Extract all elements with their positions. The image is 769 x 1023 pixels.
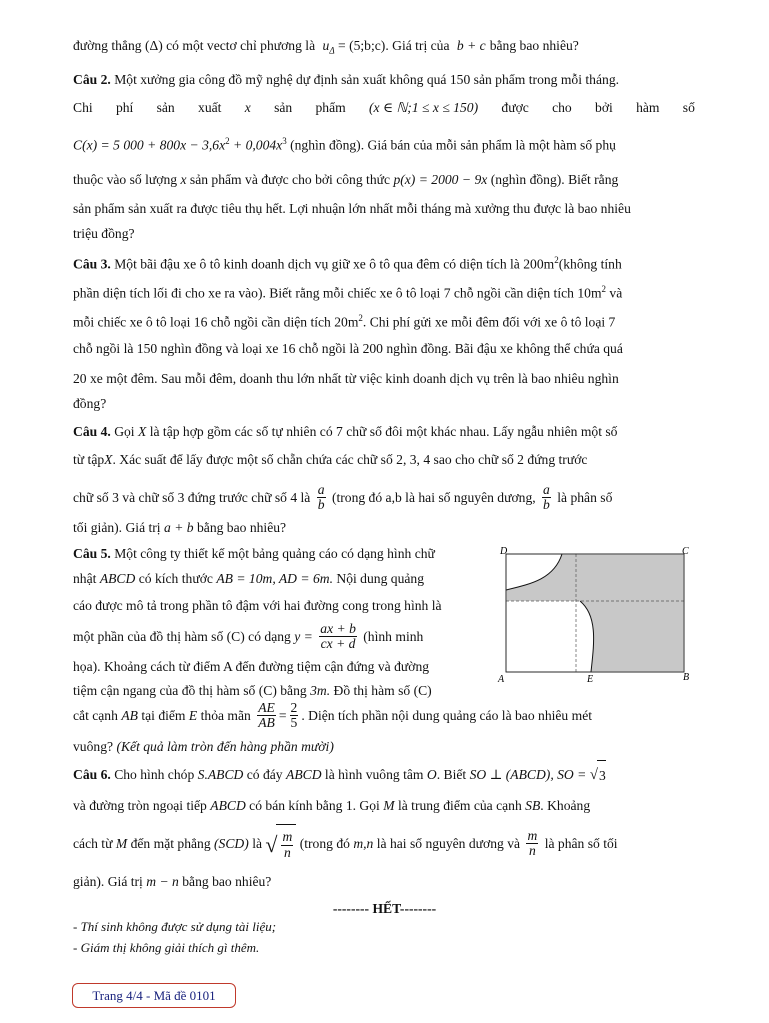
dimensions: AB = 10m, AD = 6m. <box>216 571 333 586</box>
billboard-figure <box>496 544 696 684</box>
word: phẩm <box>315 100 346 115</box>
q3-line-6 <box>73 396 106 412</box>
label-e: E <box>587 674 594 684</box>
var: M <box>115 836 128 851</box>
question-label: Câu 4. <box>73 424 111 439</box>
text: tối giản). Giá trị <box>73 520 161 535</box>
text: vuông? <box>73 739 114 754</box>
text: . Biết <box>436 767 467 782</box>
text: là hai số nguyên dương và <box>376 836 521 851</box>
formula-cost: C(x) = 5 000 + 800x − 3,6x <box>73 137 226 153</box>
text: một phần của đồ thị hàm số (C) có dạng <box>73 629 291 644</box>
q5-line-6 <box>73 683 432 699</box>
q4-line-1 <box>73 424 617 440</box>
label-b: B <box>683 672 690 683</box>
note-2: - Giám thị không giải thích gì thêm. <box>73 940 260 955</box>
word: Chi <box>73 100 93 115</box>
var: y = <box>294 629 313 644</box>
text: là tập hợp gồm các số tự nhiên có 7 chữ số đôi một khác nhau. Lấy ngẫu nhiên một số <box>149 424 618 439</box>
text: (nghìn đồng). Giá bán của mỗi sản phẩm là một hàm số phụ <box>286 137 616 153</box>
text: Một xưởng gia công đồ mỹ nghệ dự định sản xuất không quá 150 sản phẩm trong mỗi tháng. <box>114 72 620 87</box>
rounding-note: (Kết quả làm tròn đến hàng phần mười) <box>116 739 334 754</box>
text: là phân số <box>557 490 613 505</box>
text: cách từ <box>73 836 113 851</box>
text: sản phẩm sản xuất ra được tiêu thụ hết. Lợi nhuận lớn nhất mỗi tháng mà xưởng thu được là bao nhiêu <box>73 201 631 216</box>
text: tiệm cận ngang của đồ thị hàm số (C) bằng <box>73 683 307 698</box>
fraction-ae-ab: $\frac{AE}{AB}$ <box>258 700 275 731</box>
q3-line-4 <box>73 341 623 357</box>
word: hàm <box>636 100 660 115</box>
var: AB <box>121 708 138 723</box>
text: , SO = <box>550 767 587 782</box>
text: đường thẳng (Δ) có một vectơ chỉ phương là <box>73 38 316 53</box>
text: (không tính <box>558 256 622 272</box>
text: Một bãi đậu xe ô tô kinh doanh dịch vụ giữ xe ô tô qua đêm có diện tích là <box>114 256 520 272</box>
text: Đồ thị hàm số (C) <box>333 683 432 698</box>
word: phí <box>115 100 134 115</box>
question-label: Câu 3. <box>73 256 111 272</box>
q5-line-1 <box>73 546 435 562</box>
vector-u: $u_\Delta$ <box>322 38 335 56</box>
text: Một công ty thiết kế một bảng quảng cáo có dạng hình chữ <box>114 546 435 561</box>
note-1: - Thí sinh không được sử dụng tài liệu; <box>73 919 277 934</box>
text: đến mặt phẳng <box>130 836 211 851</box>
q5-line-2 <box>73 571 424 587</box>
label-d: D <box>500 546 508 557</box>
q2-line-2 <box>73 100 695 116</box>
value: 200m <box>523 256 555 272</box>
equals: = <box>278 708 287 723</box>
var: X <box>104 452 113 467</box>
q1-tail-line <box>73 38 579 56</box>
sqrt-three: √ 3 <box>590 760 606 791</box>
text: thuộc vào số lượng <box>73 172 178 187</box>
text: 20 xe một đêm. Sau mỗi đêm, doanh thu lớn nhất từ việc kinh doanh dịch vụ trên là bao nhiêu nghìn <box>73 371 619 386</box>
text: triệu đồng? <box>73 226 135 241</box>
text: Gọi <box>114 424 135 439</box>
text: sản phẩm và được cho bởi công thức <box>189 172 391 187</box>
value: 10m <box>577 285 602 301</box>
q5-line-3 <box>73 598 442 614</box>
end-separator: -------- HẾT-------- <box>332 901 437 916</box>
value: 3m. <box>310 683 331 698</box>
var: m,n <box>353 836 374 851</box>
text: thỏa mãn <box>200 708 251 723</box>
var: ABCD <box>210 798 246 813</box>
question-label: Câu 2. <box>73 72 111 87</box>
q5-line-4 <box>73 620 423 654</box>
page-footer-badge: Trang 4/4 - Mã đề 0101 <box>72 983 236 1008</box>
text: bằng bao nhiêu? <box>182 874 272 889</box>
fraction-m-n: $\frac{m}{n}$ <box>527 828 538 859</box>
q5-line-5 <box>73 659 429 675</box>
text: là <box>252 836 262 851</box>
text: . Diện tích phần nội dung quảng cáo là bao nhiêu mét <box>301 708 593 723</box>
q4-line-3 <box>73 481 612 515</box>
text: là hình vuông tâm <box>324 767 424 782</box>
text: nhật <box>73 571 97 586</box>
label-a: A <box>498 674 505 684</box>
text: (nghìn đồng). Biết rằng <box>490 172 619 187</box>
expr: a + b <box>164 520 194 535</box>
word: số <box>682 100 695 115</box>
var: SB <box>525 798 541 813</box>
text: (trong đó a,b là hai số nguyên dương, <box>331 490 536 505</box>
text: có bán kính bằng 1. Gọi <box>249 798 380 813</box>
text: Nội dung quảng <box>336 571 424 586</box>
fraction-a-b: $\frac{a}{b}$ <box>317 482 325 513</box>
q5-line-8 <box>73 739 334 755</box>
value: 20m <box>334 314 359 330</box>
var: x <box>180 172 187 187</box>
perpendicular-expr: SO ⊥ (ABCD) <box>469 767 551 782</box>
text: và <box>609 285 623 301</box>
q3-line-5 <box>73 371 619 387</box>
text: . Giá trị của <box>385 38 450 53</box>
text: cắt cạnh <box>73 708 118 723</box>
q2-line-3: C(x) = 5 $000 + 800x - 3,6x^2 + 0,004x^3$ (nghìn đồng). Giá bán của mỗi sản phẩm là một hàm số phụ <box>73 136 616 153</box>
q3-line-3: mỗi chiếc xe ô tô loại 16 chỗ ngồi cần diện tích $20m^2$. Chi phí gửi xe mỗi đêm đối với xe ô tô loại 7 <box>73 313 616 330</box>
q6-line-2 <box>73 798 590 814</box>
text: là phân số tối <box>544 836 618 851</box>
var: ABCD <box>286 767 322 782</box>
text: chữ số 3 và chữ số 3 đứng trước chữ số 4 là <box>73 490 311 505</box>
text: cáo được mô tả trong phần tô đậm với hai đường cong trong hình là <box>73 598 442 613</box>
expr: b + c <box>456 38 486 53</box>
word: cho <box>552 100 572 115</box>
text: . Khoảng <box>540 798 591 813</box>
text: từ tập <box>73 452 105 467</box>
question-label: Câu 6. <box>73 767 111 782</box>
word: sản <box>274 100 293 115</box>
sqrt-m-over-n: √ $\frac{m}{n}$ <box>265 824 296 865</box>
word: (x ∈ ℕ;1 ≤ x ≤ 150) <box>369 100 479 115</box>
text: (trong đó <box>299 836 350 851</box>
q3-line-1: Câu 3. Một bãi đậu xe ô tô kinh doanh dịch vụ giữ xe ô tô qua đêm có diện tích là $200m^2(không$ tính <box>73 255 622 272</box>
q4-line-2 <box>73 452 587 468</box>
text: tại điểm <box>141 708 186 723</box>
text: bằng bao nhiêu? <box>196 520 287 535</box>
text: có đáy <box>246 767 283 782</box>
text: Cho hình chóp <box>114 767 195 782</box>
plane: (SCD) <box>214 836 249 851</box>
word: bởi <box>595 100 613 115</box>
var: ABCD <box>99 571 136 586</box>
word: x <box>244 100 251 115</box>
var: S.ABCD <box>197 767 244 782</box>
q5-line-7 <box>73 699 592 733</box>
word: sản <box>156 100 175 115</box>
q2-line-4 <box>73 172 618 188</box>
question-label: Câu 5. <box>73 546 111 561</box>
q2-line-6 <box>73 226 135 242</box>
label-c: C <box>682 546 689 557</box>
text: là trung điểm của cạnh <box>397 798 522 813</box>
text: . Chi phí gửi xe mỗi đêm đối với xe ô tô loại 7 <box>362 314 616 330</box>
var: M <box>383 798 395 813</box>
q6-line-1 <box>73 760 606 791</box>
text: chỗ ngồi là 150 nghìn đồng và loại xe 16 chỗ ngồi là 200 nghìn đồng. Bãi đậu xe không thể chứa quá <box>73 341 623 356</box>
var: O <box>426 767 437 782</box>
word: xuất <box>198 100 222 115</box>
q6-line-4 <box>73 874 271 890</box>
text: họa). Khoảng cách từ điểm A đến đường tiệm cận đứng và đường <box>73 659 430 674</box>
q4-line-4 <box>73 520 286 536</box>
q3-line-2: phần diện tích lối đi cho xe ra vào). Biết rằng mỗi chiếc xe ô tô loại 7 chỗ ngồi cần diện tích $10m^2$ và <box>73 284 623 301</box>
text: mỗi chiếc xe ô tô loại 16 chỗ ngồi cần diện tích <box>73 314 331 330</box>
text: và đường tròn ngoại tiếp <box>73 798 207 813</box>
shaded-region-bottom <box>580 601 684 672</box>
formula-price: p(x) = 2000 − 9x <box>393 172 488 187</box>
var: X <box>137 424 147 439</box>
word: được <box>501 100 529 115</box>
text: giản). Giá trị <box>73 874 143 889</box>
expr: m − n <box>146 874 179 889</box>
text: bằng bao nhiêu? <box>489 38 579 53</box>
var: E <box>188 708 198 723</box>
text: . Xác suất để lấy được một số chẵn chứa các chữ số 2, 3, 4 sao cho chữ số 2 đứng trước <box>112 452 588 467</box>
fraction-a-b-2: $\frac{a}{b}$ <box>543 482 550 513</box>
vector-value: = (5;b;c) <box>338 38 386 53</box>
q2-line-1 <box>73 72 619 88</box>
fraction-two-fifths: $\frac{2}{5}$ <box>290 700 298 731</box>
fraction-function: $\frac{ax + b}{cx + d}$ <box>320 621 356 652</box>
text: đồng? <box>73 396 107 411</box>
text: (hình minh <box>363 629 424 644</box>
formula-cost-2: + 0,004x <box>229 137 283 153</box>
text: có kích thước <box>138 571 213 586</box>
q2-line-5 <box>73 201 631 217</box>
text: phần diện tích lối đi cho xe ra vào). Biết rằng mỗi chiếc xe ô tô loại 7 chỗ ngồi cần diện tích <box>73 285 574 301</box>
q6-line-3 <box>73 824 618 865</box>
